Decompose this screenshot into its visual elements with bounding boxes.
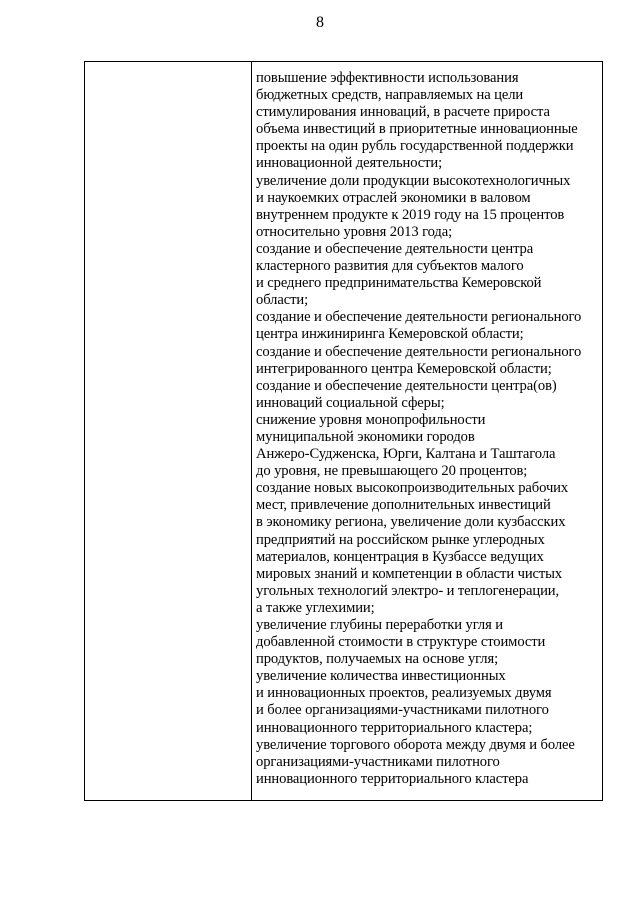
text-line: а также углехимии; bbox=[256, 599, 375, 616]
text-line: создание и обеспечение деятельности центра bbox=[256, 240, 534, 257]
text-line: и более организациями-участниками пилотного bbox=[256, 702, 549, 719]
page-number: 8 bbox=[316, 14, 324, 31]
table-cell-right bbox=[252, 62, 603, 801]
text-line: стимулирования инноваций, в расчете прироста bbox=[256, 104, 550, 121]
text-line: и наукоемких отраслей экономики в валовом bbox=[256, 189, 531, 206]
text-line: относительно уровня 2013 года; bbox=[256, 223, 453, 240]
document-table bbox=[84, 61, 603, 801]
text-line: инновационного территориального кластера; bbox=[256, 719, 533, 736]
target-indicators-text bbox=[252, 62, 602, 788]
text-line: продуктов, получаемых на основе угля; bbox=[256, 651, 499, 668]
text-line: увеличение глубины переработки угля и bbox=[256, 617, 503, 633]
text-line: Анжеро-Судженска, Юрги, Калтана и Таштагола bbox=[256, 446, 556, 463]
text-line: муниципальной экономики городов bbox=[256, 428, 475, 445]
text-line: угольных технологий электро- и теплогенерации, bbox=[256, 582, 560, 599]
text-line: центра инжиниринга Кемеровской области; bbox=[256, 326, 524, 343]
text-line: предприятий на российском рынке углеродных bbox=[256, 531, 545, 548]
text-line: создание и обеспечение деятельности регионального bbox=[256, 309, 582, 326]
text-line: снижение уровня монопрофильности bbox=[256, 411, 486, 428]
text-line: организациями-участниками пилотного bbox=[256, 753, 500, 770]
text-line: проекты на один рубль государственной поддержки bbox=[256, 138, 574, 155]
text-line: области; bbox=[256, 292, 309, 309]
text-line: создание новых высокопроизводительных рабочих bbox=[256, 480, 569, 497]
text-line: инновационного территориального кластера bbox=[256, 770, 529, 787]
text-line: повышение эффективности использования bbox=[256, 70, 519, 86]
text-line: добавленной стоимости в структуре стоимости bbox=[256, 634, 546, 651]
text-line: создание и обеспечение деятельности центра(ов) bbox=[256, 377, 557, 394]
table-cell-left bbox=[85, 62, 252, 801]
text-line: инновационной деятельности; bbox=[256, 155, 443, 172]
text-line: бюджетных средств, направляемых на цели bbox=[256, 87, 524, 104]
text-line: создание и обеспечение деятельности регионального bbox=[256, 343, 582, 360]
text-line: материалов, концентрация в Кузбассе ведущих bbox=[256, 548, 544, 565]
text-line: и среднего предпринимательства Кемеровской bbox=[256, 275, 542, 292]
table-row bbox=[85, 62, 603, 801]
text-line: и инновационных проектов, реализуемых двумя bbox=[256, 685, 552, 702]
text-line: инноваций социальной сферы; bbox=[256, 394, 445, 411]
text-line: интегрированного центра Кемеровской области; bbox=[256, 360, 552, 377]
text-line: мировых знаний и компетенции в области чистых bbox=[256, 565, 563, 582]
text-line: внутреннем продукте к 2019 году на 15 процентов bbox=[256, 206, 565, 223]
text-line: увеличение доли продукции высокотехнологичных bbox=[256, 172, 571, 189]
text-line: мест, привлечение дополнительных инвестиций bbox=[256, 497, 551, 514]
text-line: увеличение торгового оборота между двумя и более bbox=[256, 736, 575, 753]
text-line: увеличение количества инвестиционных bbox=[256, 668, 506, 685]
text-line: до уровня, не превышающего 20 процентов; bbox=[256, 463, 528, 480]
text-line: в экономику региона, увеличение доли кузбасских bbox=[256, 514, 566, 531]
text-line: объема инвестиций в приоритетные инновационные bbox=[256, 121, 578, 138]
text-line: кластерного развития для субъектов малого bbox=[256, 258, 524, 275]
